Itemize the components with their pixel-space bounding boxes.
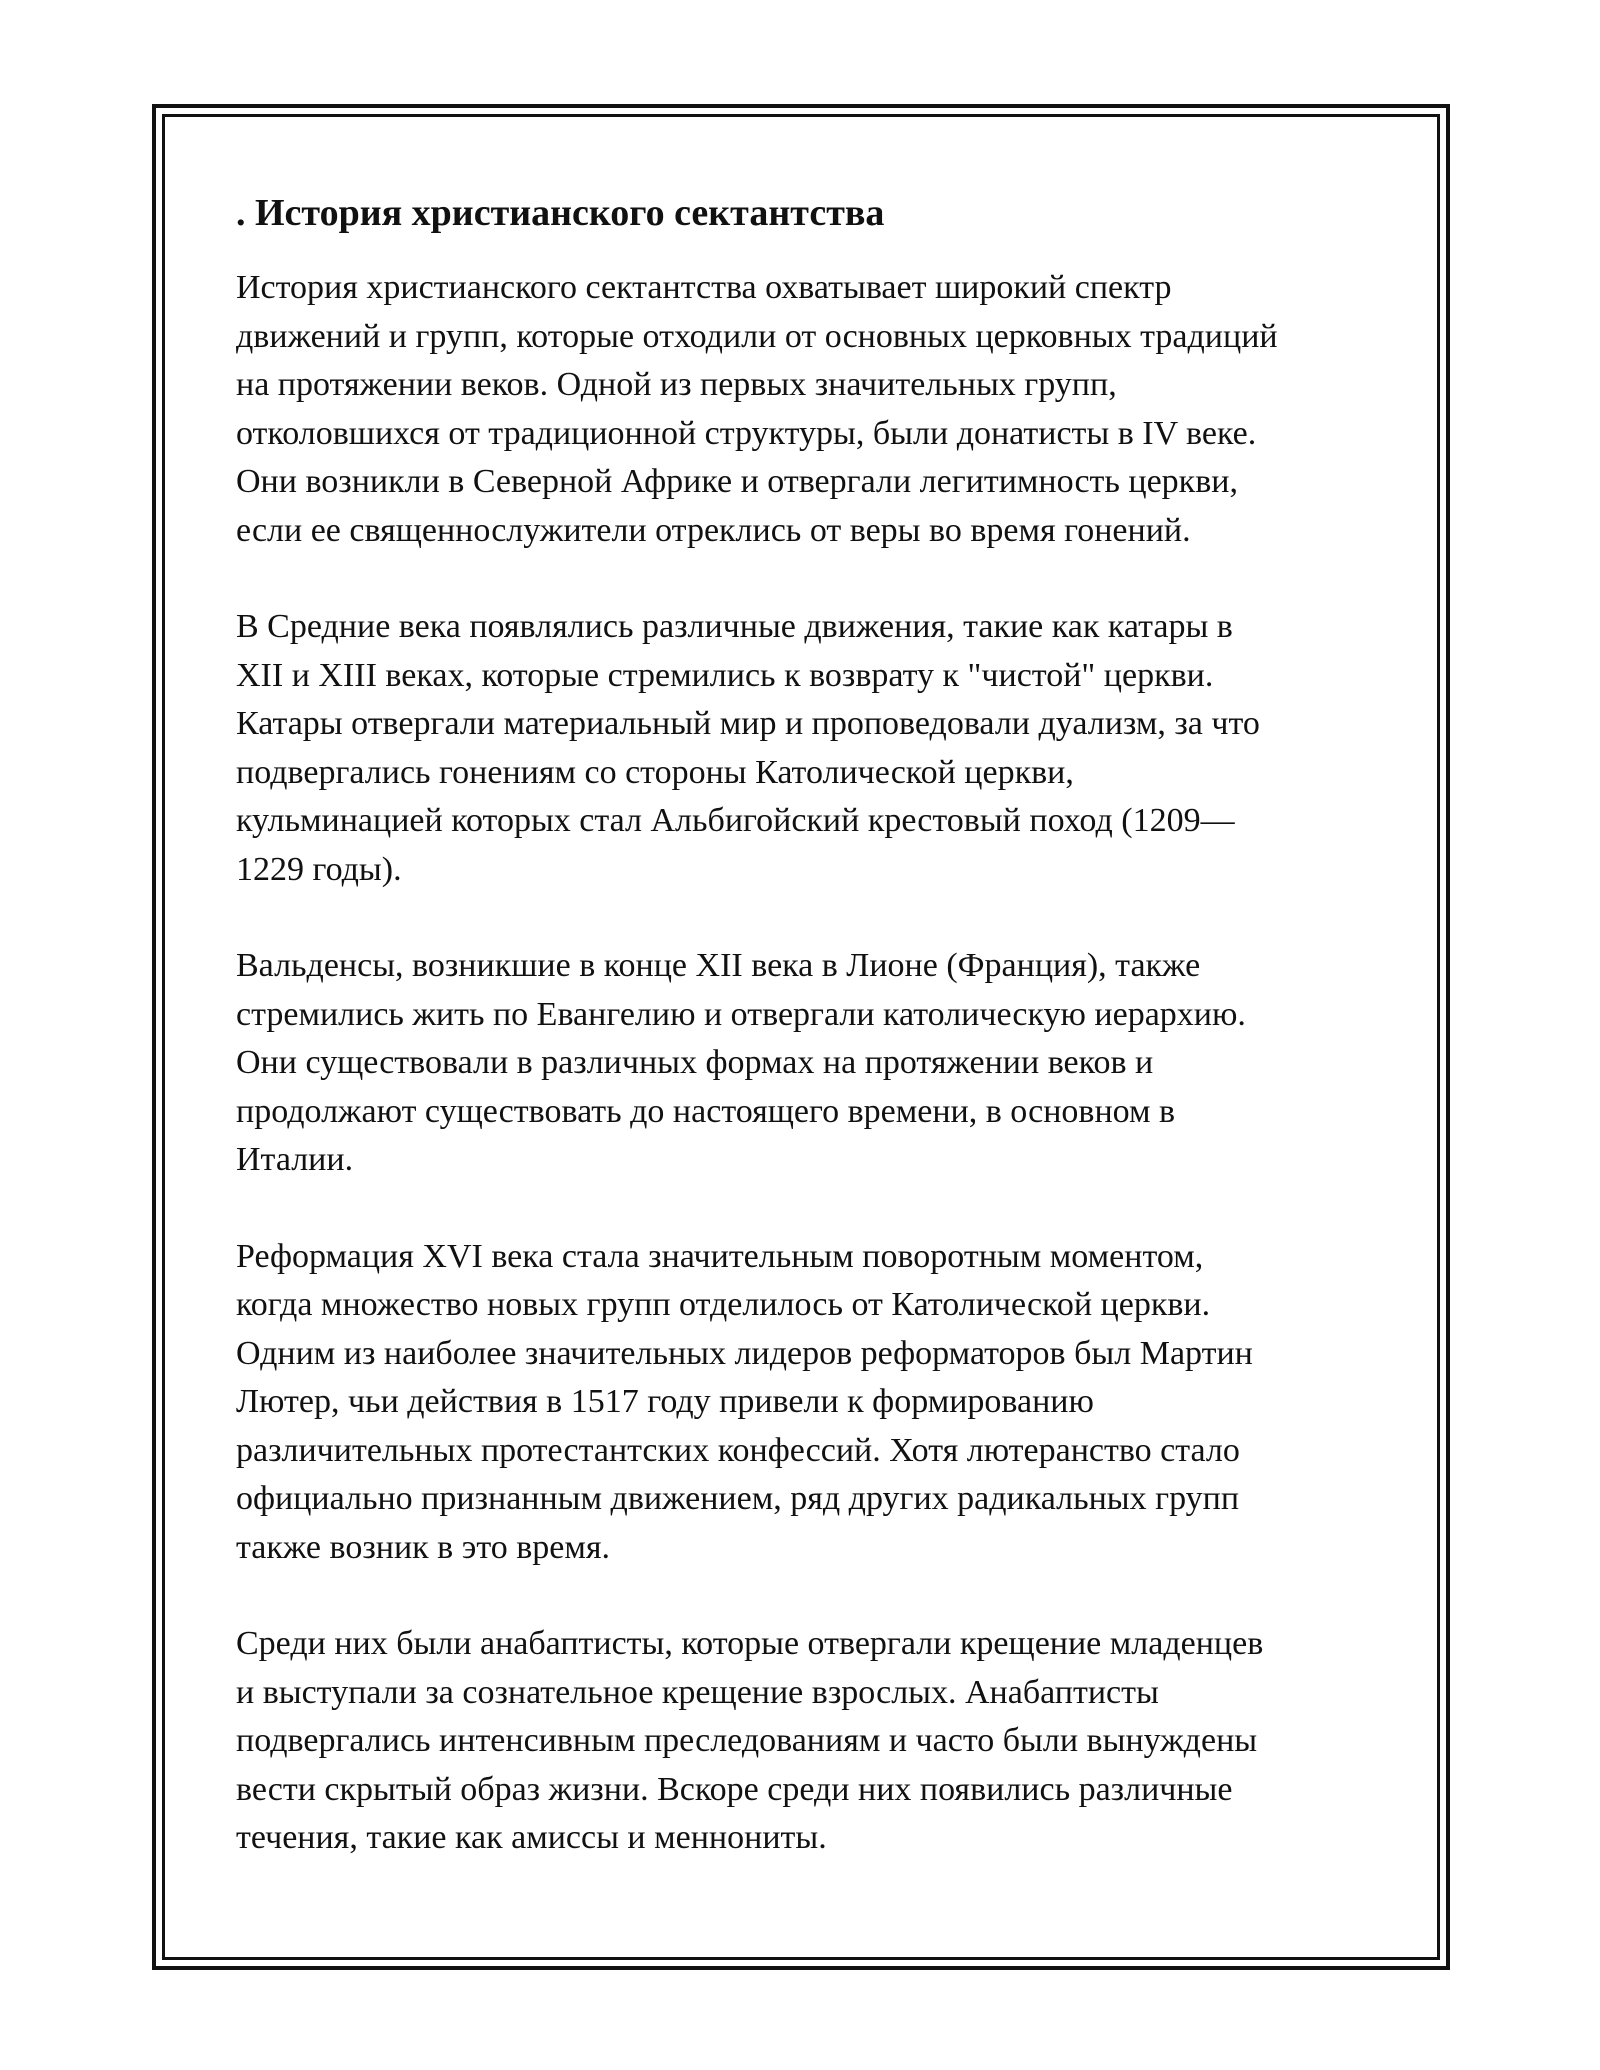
text-line: официально признанным движением, ряд других радикальных групп: [236, 1480, 1240, 1517]
text-line: XII и XIII веках, которые стремились к возврату к "чистой" церкви.: [236, 656, 1214, 694]
paragraph-anabaptists: [236, 1620, 1396, 1863]
text-line: кульминацией которых стал Альбигойский крестовый поход (1209—: [236, 802, 1235, 839]
text-line: также возник в это время.: [236, 1528, 611, 1566]
text-line: вести скрытый образ жизни. Вскоре среди них появились различные: [236, 1770, 1233, 1808]
text-line: на протяжении веков. Одной из первых значительных групп,: [236, 366, 1117, 403]
text-line: продолжают существовать до настоящего времени, в основном в: [236, 1092, 1176, 1130]
text-line: если ее священнослужители отреклись от веры во время гонений.: [236, 511, 1191, 549]
text-line: Они существовали в различных формах на протяжении веков и: [236, 1044, 1154, 1081]
text-line: отколовшихся от традиционной структуры, были донатисты в IV веке.: [236, 414, 1257, 452]
text-line: подвергались гонениям со стороны Католической церкви,: [236, 753, 1074, 791]
text-line: В Средние века появлялись различные движения, такие как катары в: [236, 608, 1233, 645]
text-line: подвергались интенсивным преследованиям и часто были вынуждены: [236, 1722, 1258, 1759]
document-content: [236, 188, 1396, 1911]
text-line: Реформация XVI века стала значительным поворотным моментом,: [236, 1237, 1204, 1275]
text-line: Одним из наиболее значительных лидеров реформаторов был Мартин: [236, 1334, 1253, 1372]
paragraph-waldensians: [236, 942, 1396, 1185]
text-line: движений и групп, которые отходили от основных церковных традиций: [236, 317, 1278, 355]
text-line: различительных протестантских конфессий. Хотя лютеранство стало: [236, 1431, 1240, 1469]
document-title: . История христианского сектантства: [236, 192, 885, 234]
paragraph-cathars: [236, 603, 1396, 894]
text-line: 1229 годы).: [236, 850, 402, 888]
paragraph-donatists: [236, 264, 1396, 555]
paragraph-reformation: [236, 1233, 1396, 1573]
text-line: и выступали за сознательное крещение взрослых. Анабаптисты: [236, 1673, 1159, 1711]
text-line: Катары отвергали материальный мир и проповедовали дуализм, за что: [236, 705, 1260, 742]
text-line: Лютер, чьи действия в 1517 году привели к формированию: [236, 1383, 1094, 1420]
text-line: когда множество новых групп отделилось от Католической церкви.: [236, 1286, 1211, 1323]
text-line: Италии.: [236, 1141, 354, 1178]
text-line: Вальденсы, возникшие в конце XII века в Лионе (Франция), также: [236, 947, 1201, 984]
text-line: стремились жить по Евангелию и отвергали католическую иерархию.: [236, 995, 1246, 1033]
text-line: История христианского сектантства охватывает широкий спектр: [236, 269, 1172, 306]
text-line: Они возникли в Северной Африке и отвергали легитимность церкви,: [236, 463, 1238, 500]
text-line: течения, такие как амиссы и меннониты.: [236, 1819, 827, 1856]
text-line: Среди них были анабаптисты, которые отвергали крещение младенцев: [236, 1625, 1264, 1662]
